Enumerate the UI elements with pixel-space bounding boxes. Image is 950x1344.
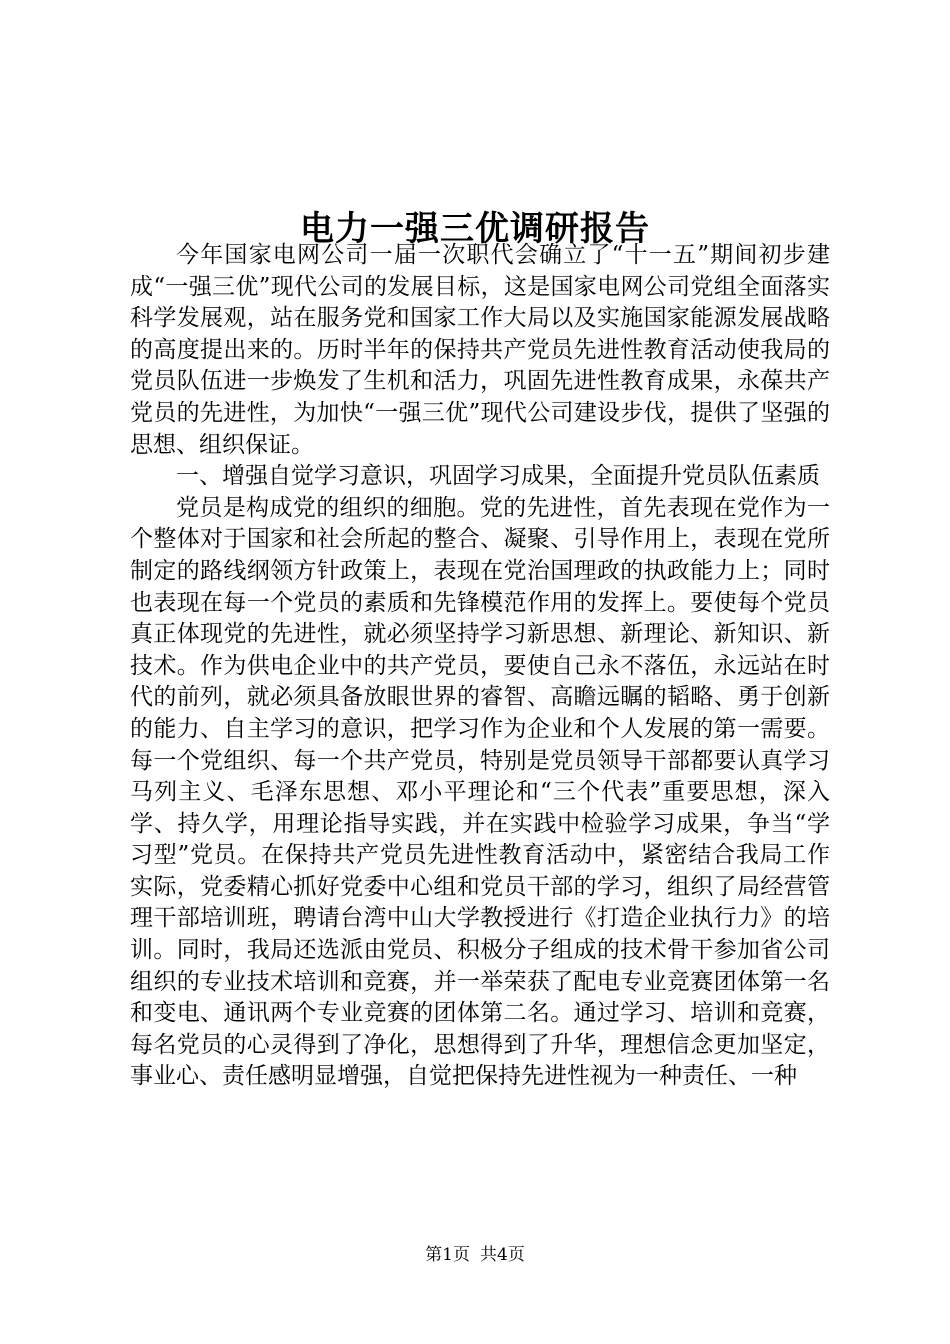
section-heading-1: 一、增强自觉学习意识，巩固学习成果，全面提升党员队伍素质 [176,463,820,490]
body-paragraph: 党员是构成党的组织的细胞。党的先进性，首先表现在党作为一个整体对于国家和社会所起的整合、凝聚、引导作用上，表现在党所制定的路线纲领方针政策上，表现在党治国理政的执政能力上；同时也表现在每一个党员的素质和先锋模范作用的发挥上。要使每个党员真正体现党的先进性，就必须坚持学习新思想、新理论、新知识、新技术。作为供电企业中的共产党员，要使自己永不落伍，永远站在时代的前列，就必须具备放眼世界的睿智、高瞻远瞩的韬略、勇于创新的能力、自主学习的意识，把学习作为企业和个人发展的第一需要。每一个党组织、每一个共产党员，特别是党员领导干部都要认真学习马列主义、毛泽东思想、邓小平理论和“三个代表”重要思想，深入学、持久学，用理论指导实践，并在实践中检验学习成果，争当“学习型”党员。在保持共产党员先进性教育活动中，紧密结合我局工作实际，党委精心抓好党委中心组和党员干部的学习，组织了局经营管理干部培训班，聘请台湾中山大学教授进行《打造企业执行力》的培训。同时，我局还选派由党员、积极分子组成的技术骨干参加省公司组织的专业技术培训和竞赛，并一举荣获了配电专业竞赛团体第一名和变电、通讯两个专业竞赛的团体第二名。通过学习、培训和竞赛，每名党员的心灵得到了净化，思想得到了升华，理想信念更加坚定，事业心、责任感明显增强，自觉把保持先进性视为一种责任、一种 [130,494,830,1090]
intro-paragraph: 今年国家电网公司一届一次职代会确立了“十一五”期间初步建成“一强三优”现代公司的发展目标，这是国家电网公司党组全面落实科学发展观，站在服务党和国家工作大局以及实施国家能源发展战略的高度提出来的。历时半年的保持共产党员先进性教育活动使我局的党员队伍进一步焕发了生机和活力，巩固先进性教育成果，永葆共产党员的先进性，为加快“一强三优”现代公司建设步伐，提供了坚强的思想、组织保证。 [130,242,830,458]
document-title: 电力一强三优调研报告 [300,208,650,249]
document-body [130,240,830,1093]
page-footer [0,1244,950,1266]
page-total: 共4页 [480,1245,525,1265]
page-number: 第1页 [425,1245,470,1265]
